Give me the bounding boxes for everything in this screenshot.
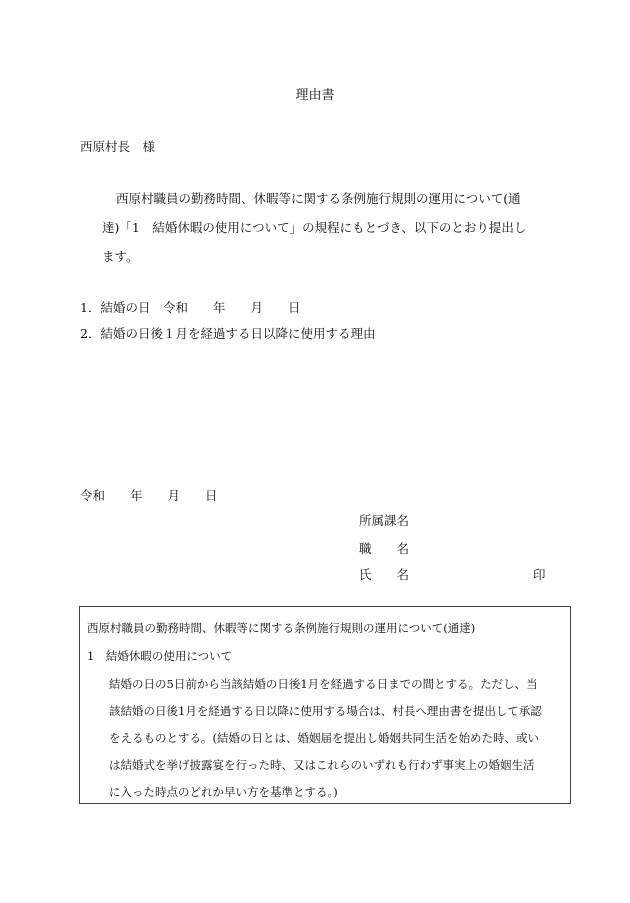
body-line: 西原村職員の勤務時間、休暇等に関する条例施行規則の運用について(通 xyxy=(116,191,521,206)
notice-line: 結婚の日の5日前から当該結婚の日後1月を経過する日までの間とする。ただし、当 xyxy=(109,677,538,691)
notice-line: 該結婚の日後1月を経過する日以降に使用する場合は、村長へ理由書を提出して承認 xyxy=(109,704,542,718)
regulation-notice-box xyxy=(79,606,571,804)
seal-mark: 印 xyxy=(533,567,546,582)
body-line: 達)「1 結婚休暇の使用について」の規程にもとづき、以下のとおり提出し xyxy=(102,220,527,235)
notice-line: をえるものとする。(結婚の日とは、婚姻届を提出し婚姻共同生活を始めた時、或い xyxy=(109,731,539,745)
notice-heading: 西原村職員の勤務時間、休暇等に関する条例施行規則の運用について(通達) xyxy=(87,621,476,635)
signature-department-label: 所属課名 xyxy=(359,513,410,528)
notice-body xyxy=(109,671,569,806)
item-wedding-date: 1．結婚の日 令和 年 月 日 xyxy=(80,300,301,315)
signature-name-label: 氏 名 xyxy=(359,567,410,582)
item-reason: 2．結婚の日後１月を経過する日以降に使用する理由 xyxy=(80,326,376,341)
addressee: 西原村長 様 xyxy=(80,139,156,154)
signature-position-label: 職 名 xyxy=(359,541,410,556)
body-line: ます。 xyxy=(102,249,139,264)
document-title: 理由書 xyxy=(295,88,335,103)
notice-section-title: 1 結婚休暇の使用について xyxy=(87,649,233,663)
notice-line: に入った時点のどれか早い方を基準とする。) xyxy=(109,785,338,799)
notice-line: は結婚式を挙げ披露宴を行った時、又はこれらのいずれも行わず事実上の婚姻生活 xyxy=(109,758,535,772)
submission-date: 令和 年 月 日 xyxy=(80,488,218,503)
body-paragraph xyxy=(80,184,560,271)
